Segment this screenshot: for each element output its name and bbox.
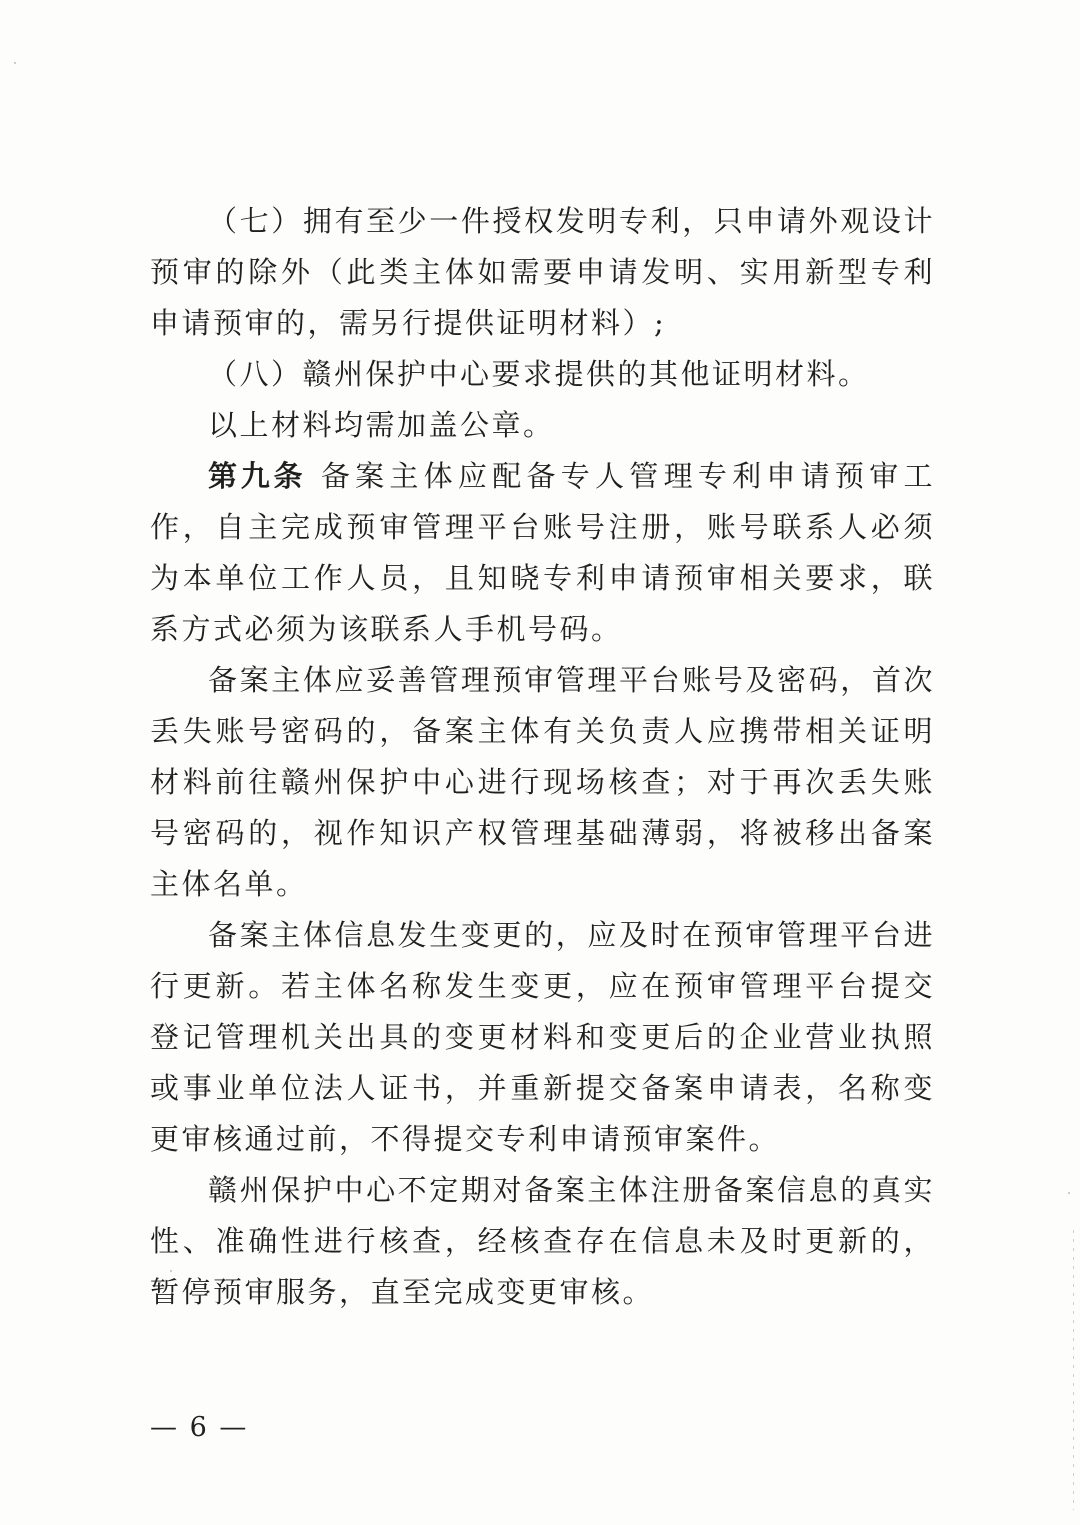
page-number: — 6 — [150,1412,249,1443]
paragraph-text: 备案主体应妥善管理预审管理平台账号及密码，首次丢失账号密码的，备案主体有关负责人应携带相关证明材料前往赣州保护中心进行现场核查；对于再次丢失账号密码的，视作知识产权管理基础薄弱，将被移出备案主体名单。 [150,663,935,901]
paragraph-text: 赣州保护中心不定期对备案主体注册备案信息的真实性、准确性进行核查，经核查存在信息未及时更新的，暂停预审服务，直至完成变更审核。 [150,1173,935,1309]
paragraph-text: 备案主体信息发生变更的，应及时在预审管理平台进行更新。若主体名称发生变更，应在预审管理平台提交登记管理机关出具的变更材料和变更后的企业营业执照或事业单位法人证书，并重新提交备案申请表，名称变更审核通过前，不得提交专利申请预审案件。 [150,918,935,1156]
paragraph-article-9 [150,451,935,655]
paragraph-item-8 [150,349,935,400]
paragraph-text: （七）拥有至少一件授权发明专利，只申请外观设计预审的除外（此类主体如需要申请发明、实用新型专利申请预审的，需另行提供证明材料）; [150,204,935,340]
paragraph-text: （八）赣州保护中心要求提供的其他证明材料。 [208,357,870,391]
document-body [150,196,935,1318]
paragraph-verification [150,1165,935,1318]
paragraph-text: 备案主体应配备专人管理专利申请预审工作，自主完成预审管理平台账号注册，账号联系人必须为本单位工作人员，且知晓专利申请预审相关要求，联系方式必须为该联系人手机号码。 [150,459,935,646]
paragraph-text: 以上材料均需加盖公章。 [208,408,555,442]
paragraph-account-management [150,655,935,910]
scan-speck [1068,1192,1070,1194]
paragraph-seal-note [150,400,935,451]
scan-speck [170,1270,172,1272]
scan-edge-mark [1073,1230,1074,1510]
scan-speck [14,62,16,64]
paragraph-info-change [150,910,935,1165]
paragraph-item-7 [150,196,935,349]
article-label: 第九条 [208,459,307,493]
